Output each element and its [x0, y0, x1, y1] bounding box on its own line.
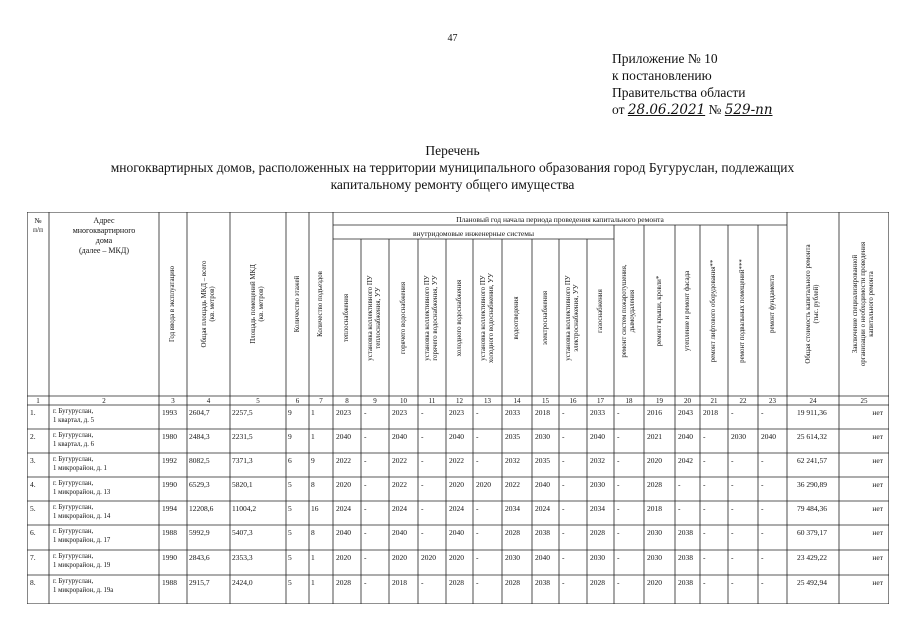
row-8-col-15: 2038 — [535, 578, 550, 587]
row-7-address-line-2: 1 микрорайон, д. 19 — [53, 562, 111, 569]
row-8-col-13: - — [476, 578, 479, 587]
header-col-16: установка коллективного ПУ электроснабжения, УУ — [565, 274, 580, 361]
row-8-col-9: - — [364, 578, 367, 587]
row-2-col-8: 2040 — [336, 432, 351, 441]
appendix-num-sign: № — [708, 102, 722, 117]
row-3-col-19: 2020 — [647, 456, 662, 465]
row-1-col-3: 1993 — [162, 408, 177, 417]
row-4-col-25: нет — [872, 480, 883, 489]
row-2-col-18: - — [617, 432, 620, 441]
row-2-col-4: 2484,3 — [189, 432, 210, 441]
row-1-col-24: 19 911,36 — [797, 408, 827, 417]
row-4-address-line-2: 1 микрорайон, д. 13 — [53, 489, 111, 496]
row-2-address-line-1: г. Бугуруслан, — [53, 432, 94, 439]
row-7-col-19: 2030 — [647, 553, 662, 562]
col-number-15: 15 — [542, 397, 549, 405]
appendix-line-3: Правительства области — [612, 85, 746, 100]
row-5-address-line-2: 1 микрорайон, д. 14 — [53, 513, 111, 520]
row-3-col-12: 2022 — [449, 456, 464, 465]
page-number: 47 — [447, 33, 458, 44]
row-4-col-21: - — [703, 480, 706, 489]
row-2-col-9: - — [364, 432, 367, 441]
appendix-line-1: Приложение № 10 — [612, 51, 718, 66]
row-3-col-8: 2022 — [336, 456, 351, 465]
row-3-col-20: 2042 — [678, 456, 693, 465]
header-col-7: Количество подъездов — [317, 271, 324, 337]
row-6-col-25: нет — [872, 528, 883, 537]
title-line-3: капитальному ремонту общего имущества — [330, 177, 575, 192]
row-3-col-4: 8082,5 — [189, 456, 210, 465]
row-6-number: 6. — [30, 528, 36, 537]
row-5-col-8: 2024 — [336, 504, 351, 513]
row-4-col-3: 1990 — [162, 480, 177, 489]
row-8-col-14: 2028 — [505, 578, 520, 587]
row-8-col-22: - — [731, 578, 734, 587]
col-number-5: 5 — [256, 397, 260, 405]
row-5-col-20: - — [678, 504, 681, 513]
row-7-col-21: - — [703, 553, 706, 562]
row-7-col-6: 5 — [288, 553, 292, 562]
row-3-col-25: нет — [872, 456, 883, 465]
row-4-col-15: 2040 — [535, 480, 550, 489]
row-4-col-6: 5 — [288, 480, 292, 489]
title-line-1: Перечень — [425, 143, 480, 158]
header-col-6: Количество этажей — [293, 275, 301, 333]
row-8-col-18: - — [617, 578, 620, 587]
row-8-col-17: 2028 — [590, 578, 605, 587]
row-5-col-4: 12208,6 — [189, 504, 214, 513]
header-col-21: ремонт лифтового оборудования** — [710, 259, 717, 362]
row-7-col-25: нет — [872, 553, 883, 562]
row-4-col-17: 2030 — [590, 480, 605, 489]
row-6-col-17: 2028 — [590, 528, 605, 537]
col-number-6: 6 — [295, 397, 300, 405]
row-8-col-12: 2028 — [449, 578, 464, 587]
row-5-col-21: - — [703, 504, 706, 513]
row-7-col-9: - — [364, 553, 367, 562]
row-1-address-line-1: г. Бугуруслан, — [53, 408, 94, 415]
row-4-col-16: - — [562, 480, 565, 489]
col-number-14: 14 — [513, 397, 521, 405]
row-4-col-12: 2020 — [449, 480, 464, 489]
row-4-col-24: 36 290,89 — [797, 480, 827, 489]
row-8-col-7: 1 — [311, 578, 315, 587]
row-6-address-line-2: 1 микрорайон, д. 17 — [53, 537, 111, 544]
row-6-address-line-1: г. Бугуруслан, — [53, 528, 94, 535]
row-2-col-19: 2021 — [647, 432, 662, 441]
row-4-col-20: - — [678, 480, 681, 489]
row-8-col-4: 2915,7 — [189, 578, 210, 587]
col-number-1: 1 — [36, 397, 40, 405]
row-2-col-20: 2040 — [678, 432, 693, 441]
row-4-col-14: 2022 — [505, 480, 520, 489]
row-7-col-22: - — [731, 553, 734, 562]
row-8-number: 8. — [30, 578, 36, 587]
row-7-col-24: 23 429,22 — [797, 553, 827, 562]
row-5-col-3: 1994 — [162, 504, 177, 513]
row-6-col-20: 2038 — [678, 528, 693, 537]
row-3-col-23: - — [761, 456, 764, 465]
row-7-col-16: - — [562, 553, 565, 562]
row-3-address-line-1: г. Бугуруслан, — [53, 456, 94, 463]
row-1-col-5: 2257,5 — [232, 408, 253, 417]
row-5-col-11: - — [421, 504, 424, 513]
row-6-col-10: 2040 — [392, 528, 407, 537]
row-1-col-9: - — [364, 408, 367, 417]
appendix-date: 28.06.2021 — [627, 102, 706, 118]
row-7-col-13: - — [476, 553, 479, 562]
row-5-number: 5. — [30, 504, 36, 513]
col-number-16: 16 — [569, 397, 577, 405]
header-col-10: горячего водоснабжения — [399, 281, 407, 354]
header-np: № п/п — [32, 216, 44, 234]
appendix-block — [612, 50, 773, 119]
header-col-23: ремонт фундамента — [768, 275, 776, 333]
row-8-col-20: 2038 — [678, 578, 693, 587]
col-number-23: 23 — [769, 397, 776, 405]
row-8-col-11: - — [421, 578, 424, 587]
row-7-col-5: 2353,3 — [232, 553, 253, 562]
row-5-col-17: 2034 — [590, 504, 605, 513]
col-number-24: 24 — [809, 397, 817, 405]
col-number-10: 10 — [400, 397, 407, 405]
row-5-col-19: 2018 — [647, 504, 662, 513]
capital-repair-table — [27, 212, 889, 604]
row-1-col-10: 2023 — [392, 408, 407, 417]
row-5-col-9: - — [364, 504, 367, 513]
col-number-13: 13 — [484, 397, 491, 405]
row-1-number: 1. — [30, 408, 36, 417]
row-4-col-23: - — [761, 480, 764, 489]
row-6-col-11: - — [421, 528, 424, 537]
row-2-col-23: 2040 — [761, 432, 776, 441]
header-col-11: установка коллективного ПУ горячего водоснабжения, УУ — [424, 274, 439, 361]
row-7-col-8: 2020 — [336, 553, 351, 562]
row-7-col-10: 2020 — [392, 553, 407, 562]
row-1-col-19: 2016 — [647, 408, 662, 417]
row-5-address-line-1: г. Бугуруслан, — [53, 504, 94, 511]
col-number-4: 4 — [206, 397, 211, 405]
row-5-col-12: 2024 — [449, 504, 464, 513]
appendix-from: от — [612, 102, 625, 117]
row-6-col-19: 2030 — [647, 528, 662, 537]
header-col-18: ремонт систем пожаротушения, дымоудаления — [621, 263, 636, 358]
row-7-col-17: 2030 — [590, 553, 605, 562]
row-2-col-14: 2035 — [505, 432, 520, 441]
appendix-number: 529-пп — [724, 102, 773, 118]
row-3-col-13: - — [476, 456, 479, 465]
col-number-21: 21 — [710, 397, 718, 405]
row-4-address-line-1: г. Бугуруслан, — [53, 480, 94, 487]
row-1-col-17: 2033 — [590, 408, 605, 417]
row-6-col-23: - — [761, 528, 764, 537]
row-2-col-21: - — [703, 432, 706, 441]
row-2-col-24: 25 614,32 — [797, 432, 827, 441]
row-1-col-25: нет — [872, 408, 883, 417]
row-1-col-11: - — [421, 408, 424, 417]
row-3-col-17: 2032 — [590, 456, 605, 465]
row-1-col-21: 2018 — [703, 408, 718, 417]
row-7-col-20: 2038 — [678, 553, 693, 562]
header-col-8: теплоснабжения — [343, 293, 350, 342]
row-6-col-12: 2040 — [449, 528, 464, 537]
appendix-line-4 — [612, 101, 773, 119]
row-6-col-15: 2038 — [535, 528, 550, 537]
row-8-col-6: 5 — [288, 578, 292, 587]
row-3-col-11: - — [421, 456, 424, 465]
row-4-col-19: 2028 — [647, 480, 662, 489]
header-col-22: ремонт подвальных помещений*** — [739, 258, 746, 363]
row-2-address-line-2: 1 квартал, д. 6 — [53, 441, 95, 448]
row-4-col-5: 5820,1 — [232, 480, 253, 489]
row-1-col-4: 2604,7 — [189, 408, 210, 417]
row-3-col-3: 1992 — [162, 456, 177, 465]
row-5-col-5: 11004,2 — [232, 504, 257, 513]
row-4-col-11: - — [421, 480, 424, 489]
row-7-number: 7. — [30, 553, 36, 562]
row-5-col-10: 2024 — [392, 504, 407, 513]
row-7-col-23: - — [761, 553, 764, 562]
row-1-col-22: - — [731, 408, 734, 417]
row-1-col-12: 2023 — [449, 408, 464, 417]
row-8-col-25: нет — [872, 578, 883, 587]
row-7-col-14: 2030 — [505, 553, 520, 562]
row-6-col-14: 2028 — [505, 528, 520, 537]
row-3-col-10: 2022 — [392, 456, 407, 465]
row-3-address-line-2: 1 микрорайон, д. 1 — [53, 465, 107, 472]
row-1-col-7: 1 — [311, 408, 315, 417]
row-1-col-15: 2018 — [535, 408, 550, 417]
col-number-11: 11 — [428, 397, 436, 405]
col-number-8: 8 — [345, 397, 349, 405]
row-2-col-15: 2030 — [535, 432, 550, 441]
row-6-col-6: 5 — [288, 528, 292, 537]
row-2-col-16: - — [562, 432, 565, 441]
row-6-col-21: - — [703, 528, 706, 537]
row-3-col-18: - — [617, 456, 620, 465]
row-3-col-9: - — [364, 456, 367, 465]
row-3-col-6: 6 — [288, 456, 292, 465]
header-col-5: Площадь помещений МКД (кв. метров) — [250, 264, 265, 344]
row-4-col-13: 2020 — [476, 480, 491, 489]
row-2-col-22: 2030 — [731, 432, 746, 441]
header-col-4: Общая площадь МКД – всего (кв. метров) — [200, 260, 216, 348]
row-4-col-4: 6529,3 — [189, 480, 210, 489]
header-col-12: холодного водоснабжения — [455, 279, 463, 356]
header-col-24: Общая стоимость капитального ремонта (тыс. рублей) — [805, 244, 820, 364]
row-7-col-7: 1 — [311, 553, 315, 562]
row-7-col-11: 2020 — [421, 553, 436, 562]
row-5-col-13: - — [476, 504, 479, 513]
col-number-3: 3 — [171, 397, 175, 405]
document-title — [0, 142, 905, 193]
row-3-col-14: 2032 — [505, 456, 520, 465]
row-7-col-4: 2843,6 — [189, 553, 210, 562]
col-number-17: 17 — [597, 397, 604, 405]
row-3-number: 3. — [30, 456, 36, 465]
row-2-number: 2. — [30, 432, 36, 441]
row-1-col-16: - — [562, 408, 565, 417]
row-6-col-24: 60 379,17 — [797, 528, 827, 537]
header-col-25: Заключение специализированной организации о необходимости проведения капитального ремонта — [852, 241, 875, 367]
row-2-col-10: 2040 — [392, 432, 407, 441]
row-5-col-7: 16 — [311, 504, 319, 513]
row-5-col-24: 79 484,36 — [797, 504, 827, 513]
row-6-col-3: 1988 — [162, 528, 177, 537]
row-3-col-21: - — [703, 456, 706, 465]
row-3-col-16: - — [562, 456, 565, 465]
row-2-col-3: 1980 — [162, 432, 177, 441]
row-6-col-22: - — [731, 528, 734, 537]
row-4-col-7: 8 — [311, 480, 315, 489]
row-6-col-13: - — [476, 528, 479, 537]
row-3-col-24: 62 241,57 — [797, 456, 827, 465]
row-5-col-15: 2024 — [535, 504, 550, 513]
row-4-number: 4. — [30, 480, 36, 489]
row-3-col-22: - — [731, 456, 734, 465]
row-4-col-10: 2022 — [392, 480, 407, 489]
row-7-address-line-1: г. Бугуруслан, — [53, 553, 94, 560]
row-5-col-18: - — [617, 504, 620, 513]
header-address: Адрес многоквартирного дома (далее – МКД) — [72, 216, 136, 255]
row-4-col-22: - — [731, 480, 734, 489]
row-2-col-25: нет — [872, 432, 883, 441]
row-8-col-21: - — [703, 578, 706, 587]
col-number-12: 12 — [456, 397, 463, 405]
row-5-col-22: - — [731, 504, 734, 513]
row-8-address-line-1: г. Бугуруслан, — [53, 578, 94, 585]
row-7-col-3: 1990 — [162, 553, 177, 562]
col-number-20: 20 — [684, 397, 691, 405]
row-2-col-6: 9 — [288, 432, 292, 441]
appendix-line-2: к постановлению — [612, 68, 712, 83]
row-6-col-18: - — [617, 528, 620, 537]
header-col-14: водоотведения — [513, 295, 520, 340]
header-col-20: утепление и ремонт фасада — [683, 270, 691, 351]
col-number-22: 22 — [739, 397, 747, 405]
col-number-25: 25 — [860, 397, 868, 405]
row-8-col-8: 2028 — [336, 578, 351, 587]
row-1-col-6: 9 — [288, 408, 292, 417]
col-number-7: 7 — [319, 397, 323, 405]
row-6-col-8: 2040 — [336, 528, 351, 537]
row-5-col-14: 2034 — [505, 504, 520, 513]
header-plan-group: Плановый год начала периода проведения капитального ремонта — [456, 215, 664, 224]
row-6-col-9: - — [364, 528, 367, 537]
row-2-col-13: - — [476, 432, 479, 441]
row-3-col-15: 2035 — [535, 456, 550, 465]
header-col-15: электроснабжения — [541, 290, 549, 345]
row-7-col-18: - — [617, 553, 620, 562]
row-3-col-7: 9 — [311, 456, 315, 465]
row-4-col-9: - — [364, 480, 367, 489]
row-1-col-20: 2043 — [678, 408, 693, 417]
row-7-col-15: 2040 — [535, 553, 550, 562]
row-2-col-12: 2040 — [449, 432, 464, 441]
col-number-9: 9 — [373, 397, 377, 405]
row-2-col-7: 1 — [311, 432, 315, 441]
header-systems-group: внутридомовые инженерные системы — [413, 229, 534, 238]
row-6-col-16: - — [562, 528, 565, 537]
row-5-col-25: нет — [872, 504, 883, 513]
col-number-19: 19 — [656, 397, 663, 405]
row-5-col-23: - — [761, 504, 764, 513]
row-7-col-12: 2020 — [449, 553, 464, 562]
row-1-col-14: 2033 — [505, 408, 520, 417]
row-8-address-line-2: 1 микрорайон, д. 19а — [53, 587, 114, 594]
row-6-col-4: 5992,9 — [189, 528, 210, 537]
row-4-col-18: - — [617, 480, 620, 489]
row-2-col-5: 2231,5 — [232, 432, 253, 441]
header-col-9: установка коллективного ПУ теплоснабжения, УУ — [367, 274, 382, 361]
row-8-col-3: 1988 — [162, 578, 177, 587]
row-8-col-5: 2424,0 — [232, 578, 253, 587]
row-2-col-11: - — [421, 432, 424, 441]
header-col-19: ремонт крыши, кровли* — [655, 275, 663, 346]
row-2-col-17: 2040 — [590, 432, 605, 441]
header-col-17: газоснабжения — [596, 288, 604, 333]
header-col-3: Год ввода в эксплуатацию — [169, 265, 176, 343]
row-1-col-23: - — [761, 408, 764, 417]
row-5-col-6: 5 — [288, 504, 292, 513]
row-1-col-13: - — [476, 408, 479, 417]
row-6-col-5: 5407,3 — [232, 528, 253, 537]
row-3-col-5: 7371,3 — [232, 456, 253, 465]
row-8-col-24: 25 492,94 — [797, 578, 827, 587]
row-8-col-19: 2020 — [647, 578, 662, 587]
row-1-address-line-2: 1 квартал, д. 5 — [53, 417, 95, 424]
row-5-col-16: - — [562, 504, 565, 513]
col-number-18: 18 — [625, 397, 633, 405]
row-8-col-10: 2018 — [392, 578, 407, 587]
row-8-col-23: - — [761, 578, 764, 587]
row-8-col-16: - — [562, 578, 565, 587]
row-6-col-7: 8 — [311, 528, 315, 537]
row-1-col-8: 2023 — [336, 408, 351, 417]
col-number-2: 2 — [102, 397, 106, 405]
row-1-col-18: - — [617, 408, 620, 417]
header-col-13: установка коллективного ПУ холодного водоснабжения, УУ — [479, 272, 495, 363]
title-line-2: многоквартирных домов, расположенных на территории муниципального образования город Бугуруслан, подлежащих — [110, 160, 795, 175]
row-4-col-8: 2020 — [336, 480, 351, 489]
